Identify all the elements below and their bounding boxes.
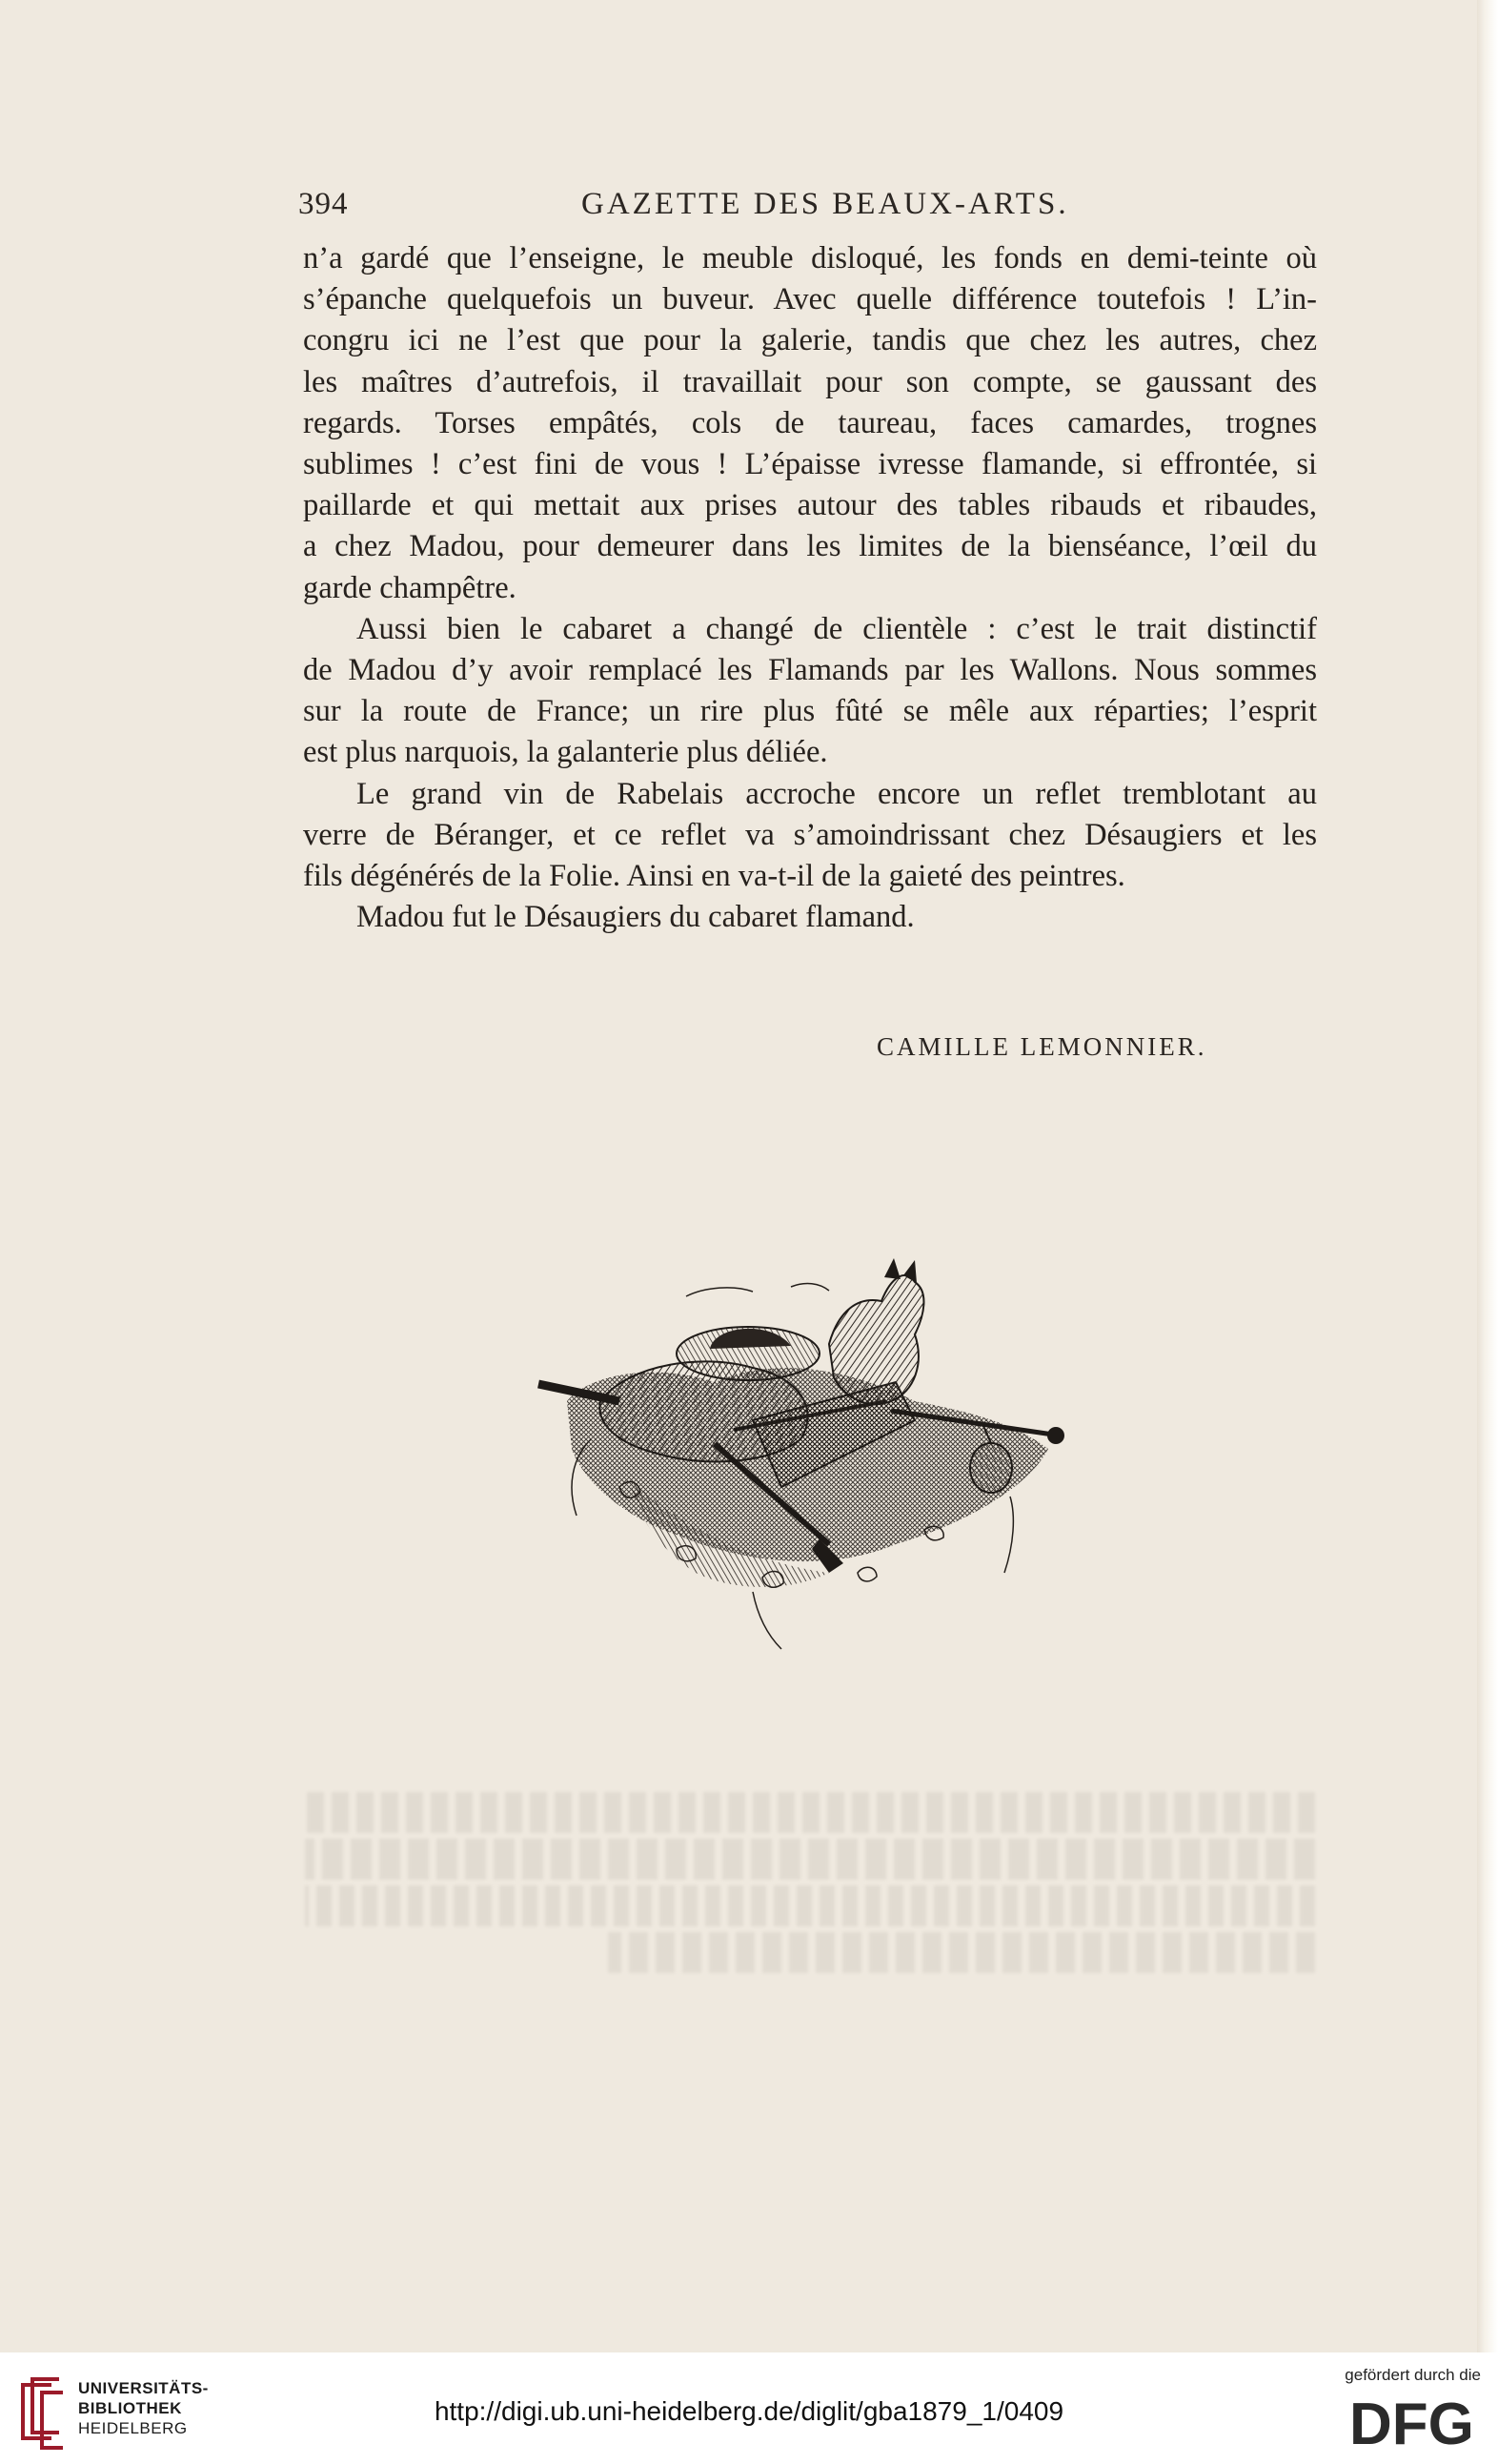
paragraph	[303, 774, 1317, 856]
running-head	[298, 187, 1318, 225]
paragraph-end	[303, 568, 1317, 609]
permalink-url[interactable]: http://digi.ub.uni-heidelberg.de/diglit/gba1879_1/0409	[434, 2396, 1064, 2426]
funded-by-label: gefördert durch die	[1345, 2366, 1481, 2384]
engraved-vignette-icon	[515, 1258, 1124, 1678]
text-line: regards. Torses empâtés, cols de taureau, faces camardes, trognes	[303, 405, 1317, 440]
paragraph	[303, 897, 1317, 938]
text-line: Madou fut le Désaugiers du cabaret flamand.	[356, 900, 915, 935]
text-line: congru ici ne l’est que pour la galerie, tandis que chez les autres, chez	[303, 323, 1317, 358]
text-line: fils dégénérés de la Folie. Ainsi en va-t-il de la gaieté des peintres.	[303, 859, 1125, 894]
bleed-through-texture	[305, 1792, 1315, 2011]
paragraph	[303, 238, 1317, 568]
page-number: 394	[298, 187, 349, 221]
text-line: n’a gardé que l’enseigne, le meuble disloqué, les fonds en demi-teinte où	[303, 241, 1317, 275]
article-body	[303, 238, 1317, 938]
text-line: verre de Béranger, et ce reflet va s’amoindrissant chez Désaugiers et les	[303, 817, 1317, 852]
journal-title: GAZETTE DES BEAUX-ARTS.	[581, 187, 1069, 221]
text-line: est plus narquois, la galanterie plus déliée.	[303, 735, 828, 770]
library-name-line: HEIDELBERG	[78, 2419, 188, 2437]
author-signature: CAMILLE LEMONNIER.	[877, 1032, 1207, 1061]
paragraph	[303, 609, 1317, 733]
text-line: Aussi bien le cabaret a changé de clientèle : c’est le trait distinctif	[356, 611, 1317, 646]
text-line: Le grand vin de Rabelais accroche encore un reflet tremblotant au	[356, 776, 1317, 811]
text-line: sur la route de France; un rire plus fûté se mêle aux réparties; l’esprit	[303, 694, 1317, 729]
paragraph-end	[303, 856, 1317, 897]
dfg-logo-icon	[1349, 2393, 1481, 2452]
paragraph-end	[303, 732, 1317, 773]
text-line: a chez Madou, pour demeurer dans les limites de la bienséance, l’œil du	[303, 529, 1317, 564]
dfg-logo-text: DFG	[1349, 2393, 1474, 2452]
text-line: garde champêtre.	[303, 570, 516, 605]
footer-bar	[0, 2352, 1498, 2464]
library-name-line: UNIVERSITÄTS-	[78, 2379, 209, 2397]
page-edge	[1477, 0, 1498, 2352]
library-name-line: BIBLIOTHEK	[78, 2399, 182, 2417]
text-line: de Madou d’y avoir remplacé les Flamands par les Wallons. Nous sommes	[303, 653, 1317, 688]
text-line: les maîtres d’autrefois, il travaillait pour son compte, se gaussant des	[303, 364, 1317, 399]
text-line: paillarde et qui mettait aux prises autour des tables ribauds et ribaudes,	[303, 488, 1317, 523]
text-line: sublimes ! c’est fini de vous ! L’épaisse ivresse flamande, si effrontée, si	[303, 447, 1317, 482]
text-line: s’épanche quelquefois un buveur. Avec quelle différence toutefois ! L’in-	[303, 282, 1317, 317]
